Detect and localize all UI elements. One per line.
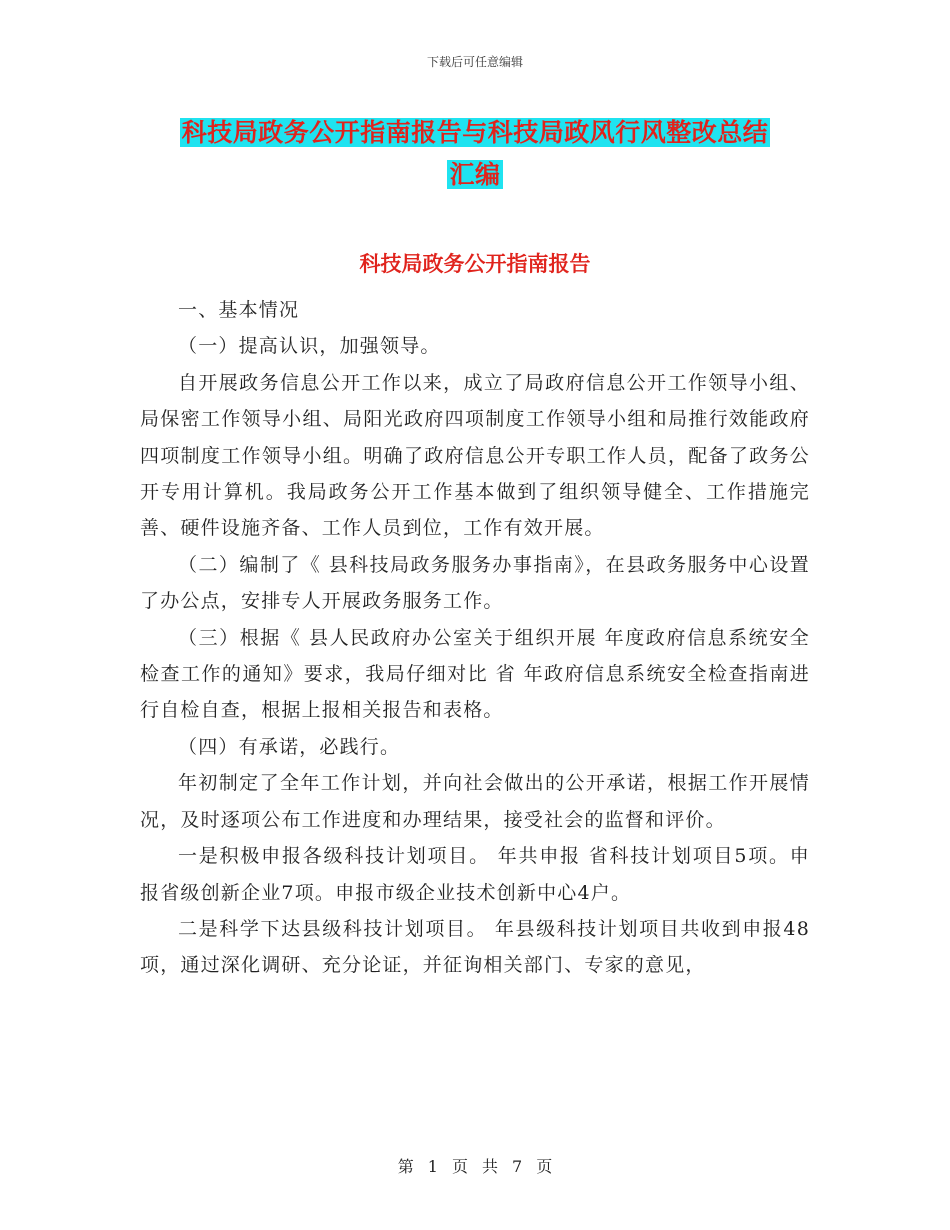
header-note: 下载后可任意编辑 bbox=[426, 55, 523, 69]
document-title bbox=[140, 112, 810, 196]
paragraph: 自开展政务信息公开工作以来，成立了局政府信息公开工作领导小组、局保密工作领导小组、局阳光政府四项制度工作领导小组和局推行效能政府四项制度工作领导小组。明确了政府信息公开专职工作人员，配备了政务公开专用计算机。我局政务公开工作基本做到了组织领导健全、工作措施完善、硬件设施齐备、工作人员到位，工作有效开展。 bbox=[140, 371, 810, 540]
paragraph: （一）提高认识，加强领导。 bbox=[178, 335, 441, 358]
page-label-prefix: 第 bbox=[397, 1157, 414, 1176]
page-footer bbox=[0, 1154, 950, 1177]
paragraph: （四）有承诺，必践行。 bbox=[178, 735, 401, 758]
document-title-line1: 科技局政务公开指南报告与科技局政风行风整改总结 bbox=[181, 118, 769, 147]
paragraph: 年初制定了全年工作计划，并向社会做出的公开承诺，根据工作开展情况，及时逐项公布工作进度和办理结果，接受社会的监督和评价。 bbox=[140, 772, 810, 831]
paragraph: （二）编制了《 县科技局政务服务办事指南》，在县政务服务中心设置了办公点，安排专人开展政务服务工作。 bbox=[140, 553, 810, 613]
paragraph: 二是科学下达县级科技计划项目。 年县级科技计划项目共收到申报48项，通过深化调研、充分论证，并征询相关部门、专家的意见， bbox=[140, 917, 810, 977]
page-label-mid: 页 bbox=[451, 1157, 468, 1176]
section-title: 科技局政务公开指南报告 bbox=[359, 251, 591, 276]
paragraph: （三）根据《 县人民政府办公室关于组织开展 年度政府信息系统安全检查工作的通知》要求，我局仔细对比 省 年政府信息系统安全检查指南进行自检自查，根据上报相关报告和表格。 bbox=[140, 626, 810, 722]
page-label-suffix: 页 bbox=[536, 1157, 553, 1176]
total-label: 共 bbox=[482, 1157, 499, 1176]
current-page-number: 1 bbox=[427, 1157, 438, 1176]
total-pages-number: 7 bbox=[512, 1157, 523, 1176]
paragraph: 一是积极申报各级科技计划项目。 年共申报 省科技计划项目5项。申报省级创新企业7项。申报市级企业技术创新中心4户。 bbox=[140, 845, 810, 904]
paragraph: 一、基本情况 bbox=[178, 299, 300, 321]
document-body bbox=[140, 292, 810, 984]
document-title-line2: 汇编 bbox=[449, 160, 501, 189]
